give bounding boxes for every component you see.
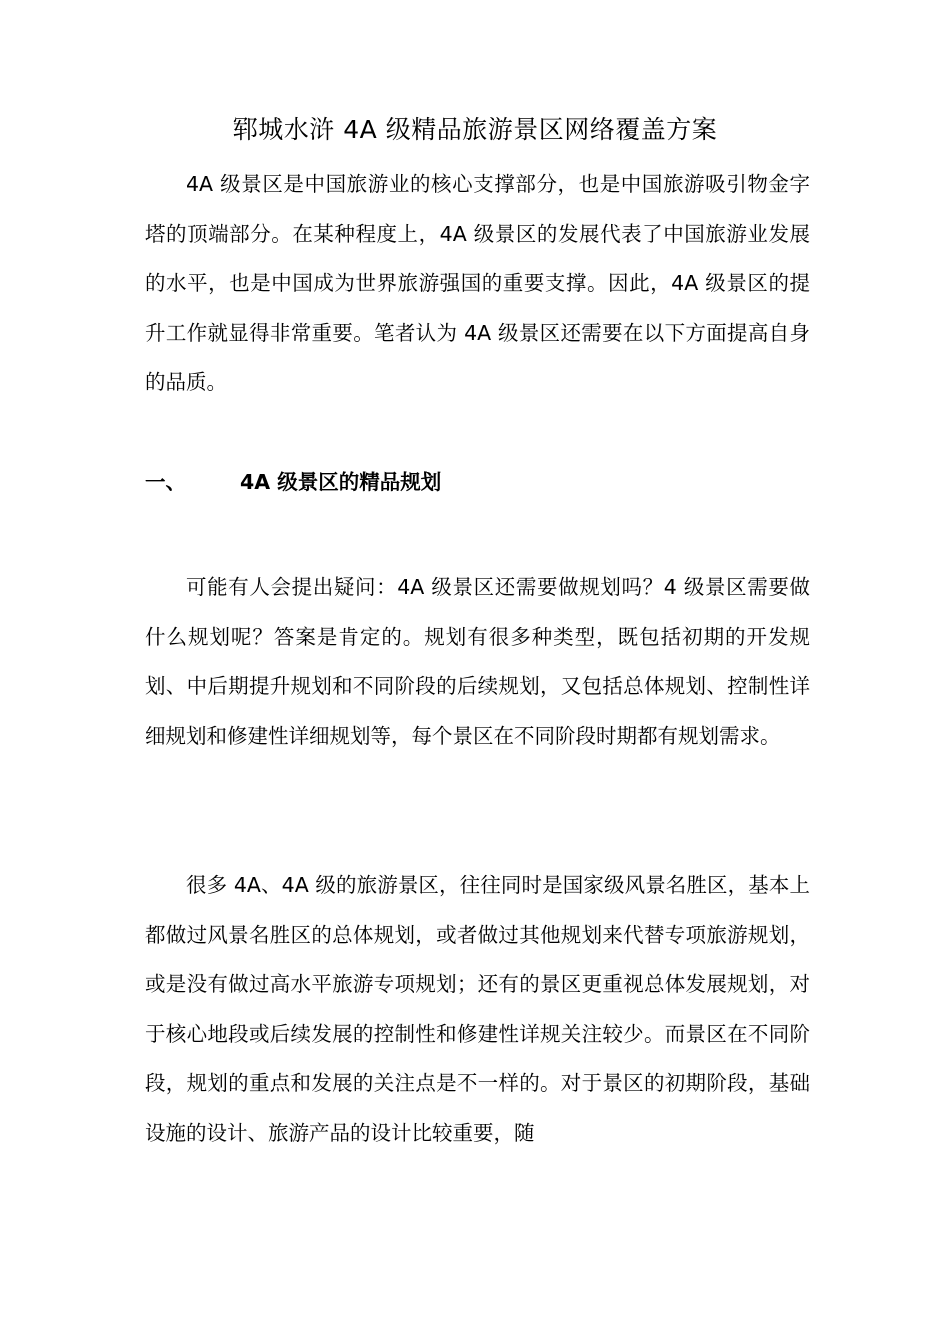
document-title: 郓城水浒 4A 级精品旅游景区网络覆盖方案 bbox=[232, 115, 718, 144]
section-heading-text: 4A 级景区的精品规划 bbox=[240, 470, 442, 494]
section-heading bbox=[145, 462, 810, 502]
body-paragraph: 很多 4A、4A 级的旅游景区，往往同时是国家级风景名胜区，基本上都做过风景名胜区的总体规划，或者做过其他规划来代替专项旅游规划，或是没有做过高水平旅游专项规划；还有的景区更重视总体发展规划，对于核心地段或后续发展的控制性和修建性详规关注较少。而景区在不同阶段，规划的重点和发展的关注点是不一样的。对于景区的初期阶段，基础设施的设计、旅游产品的设计比较重要，随 bbox=[145, 873, 810, 1145]
body-paragraph: 可能有人会提出疑问：4A 级景区还需要做规划吗？4 级景区需要做什么规划呢？答案是肯定的。规划有很多种类型，既包括初期的开发规划、中后期提升规划和不同阶段的后续规划，又包括总体规划、控制性详细规划和修建性详细规划等，每个景区在不同阶段时期都有规划需求。 bbox=[145, 575, 810, 748]
section-number: 一、 bbox=[145, 470, 186, 494]
intro-paragraph: 4A 级景区是中国旅游业的核心支撑部分，也是中国旅游吸引物金字塔的顶端部分。在某种程度上，4A 级景区的发展代表了中国旅游业发展的水平，也是中国成为世界旅游强国的重要支撑。因此，4A 级景区的提升工作就显得非常重要。笔者认为 4A 级景区还需要在以下方面提高自身的品质。 bbox=[145, 172, 810, 394]
